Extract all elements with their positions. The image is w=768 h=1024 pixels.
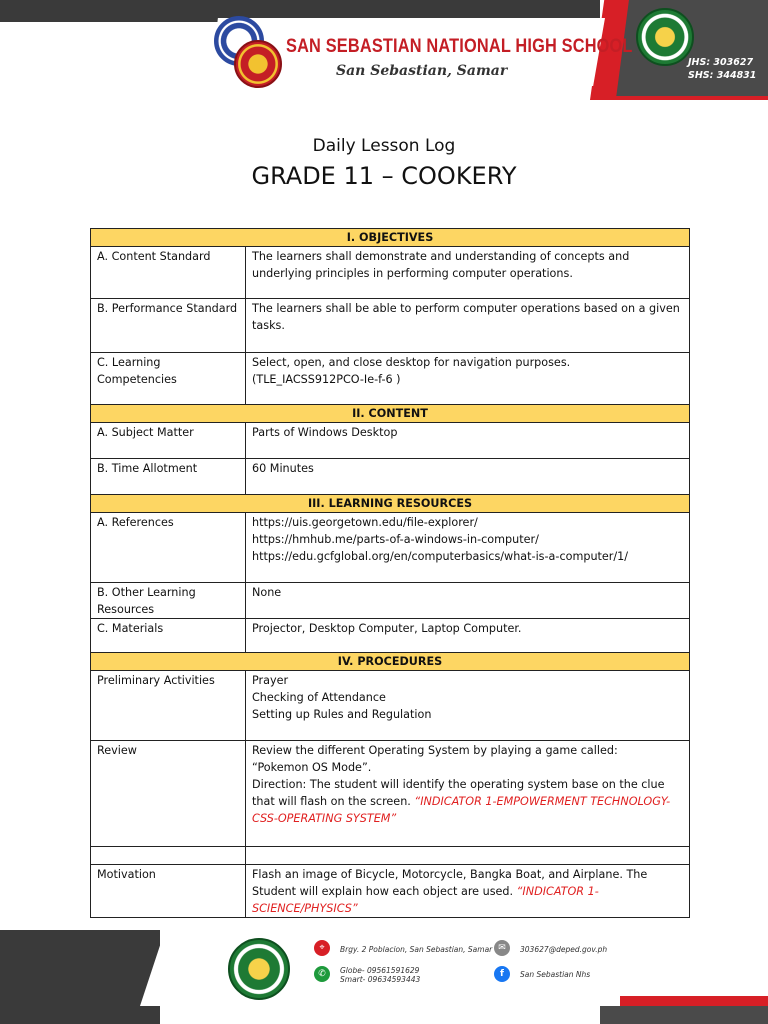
row-label: A. Content Standard (91, 247, 246, 299)
review-game-name: “Pokemon OS Mode”. (252, 761, 372, 774)
facebook-icon: f (494, 966, 510, 982)
row-label: Review (91, 741, 246, 847)
table-row (91, 459, 690, 495)
section-heading: IV. PROCEDURES (91, 653, 690, 671)
table-row-empty (91, 847, 690, 865)
location-pin-icon: ⌖ (314, 940, 330, 956)
shs-seal-logo (636, 8, 694, 66)
school-name: SAN SEBASTIAN NATIONAL HIGH SCHOOL (286, 36, 633, 57)
row-label: C. Materials (91, 619, 246, 653)
row-label: B. Performance Standard (91, 299, 246, 353)
row-value: The learners shall demonstrate and understanding of concepts and underlying principles in performing computer operations. (246, 247, 690, 299)
document-title: GRADE 11 – COOKERY (251, 162, 517, 190)
footer-smart-number: Smart- 09634593443 (340, 975, 421, 984)
row-value (246, 353, 690, 405)
email-icon: ✉ (494, 940, 510, 956)
school-seal-logo (234, 40, 282, 88)
competency-text: Select, open, and close desktop for navigation purposes. (252, 356, 571, 369)
footer-email[interactable]: 303627@deped.gov.ph (520, 945, 608, 954)
table-row (91, 247, 690, 299)
row-value: Projector, Desktop Computer, Laptop Computer. (246, 619, 690, 653)
row-label: B. Time Allotment (91, 459, 246, 495)
footer-school-seal-logo (228, 938, 290, 1000)
footer-facebook[interactable]: San Sebastian Nhs (520, 970, 591, 979)
table-row (91, 619, 690, 653)
section-header-objectives (91, 229, 690, 247)
section-heading: II. CONTENT (91, 405, 690, 423)
reference-link[interactable]: https://edu.gcfglobal.org/en/computerbasics/what-is-a-computer/1/ (252, 550, 629, 563)
section-heading: I. OBJECTIVES (91, 229, 690, 247)
row-label: A. Subject Matter (91, 423, 246, 459)
table-row (91, 865, 690, 918)
footer-grey-band (600, 1006, 768, 1024)
list-item: Checking of Attendance (252, 691, 386, 704)
row-label: A. References (91, 513, 246, 583)
row-value: The learners shall be able to perform computer operations based on a given tasks. (246, 299, 690, 353)
school-ids (688, 56, 756, 82)
footer-red-band (620, 996, 768, 1006)
list-item: Setting up Rules and Regulation (252, 708, 432, 721)
phone-icon: ✆ (314, 966, 330, 982)
review-text: Review the different Operating System by playing a game called: (252, 744, 618, 757)
review-direction-text: Direction: The student will identify the operating system base on the clue that will flash on the screen. (252, 778, 665, 808)
jhs-id: JHS: 303627 (688, 57, 754, 68)
motivation-text: Flash an image of Bicycle, Motorcycle, Bangka Boat, and Airplane. The Student will explain how each object are used. (252, 868, 648, 898)
footer-globe-number: Globe- 09561591629 (340, 966, 420, 975)
row-value: Parts of Windows Desktop (246, 423, 690, 459)
reference-link[interactable]: https://uis.georgetown.edu/file-explorer/ (252, 516, 478, 529)
section-header-procedures (91, 653, 690, 671)
lesson-log-table (90, 228, 690, 918)
row-label: B. Other Learning Resources (91, 583, 246, 619)
row-value-empty (246, 847, 690, 865)
row-value (246, 741, 690, 847)
row-label: Motivation (91, 865, 246, 918)
competency-code: (TLE_IACSS912PCO-Ie-f-6 ) (252, 373, 401, 386)
footer-address: Brgy. 2 Poblacion, San Sebastian, Samar (340, 945, 493, 954)
shs-id: SHS: 344831 (688, 70, 757, 81)
school-location: San Sebastian, Samar (336, 63, 508, 79)
list-item: Prayer (252, 674, 289, 687)
footer-phone-numbers (340, 966, 420, 984)
table-row (91, 513, 690, 583)
reference-link[interactable]: https://hmhub.me/parts-of-a-windows-in-computer/ (252, 533, 539, 546)
row-value (246, 865, 690, 918)
table-row (91, 299, 690, 353)
table-row (91, 353, 690, 405)
table-row (91, 741, 690, 847)
footer-dark-band (0, 930, 160, 1024)
table-row (91, 671, 690, 741)
table-row (91, 583, 690, 619)
row-value (246, 513, 690, 583)
section-header-resources (91, 495, 690, 513)
motivation-indicator: “INDICATOR 1-SCIENCE/PHYSICS” (252, 885, 599, 915)
row-value: None (246, 583, 690, 619)
row-label: Preliminary Activities (91, 671, 246, 741)
section-heading: III. LEARNING RESOURCES (91, 495, 690, 513)
row-label: C. Learning Competencies (91, 353, 246, 405)
row-label-empty (91, 847, 246, 865)
row-value: 60 Minutes (246, 459, 690, 495)
section-header-content (91, 405, 690, 423)
document-subtitle: Daily Lesson Log (312, 136, 456, 156)
review-direction (252, 776, 683, 827)
row-value (246, 671, 690, 741)
table-row (91, 423, 690, 459)
review-indicator: “INDICATOR 1-EMPOWERMENT TECHNOLOGY-CSS-OPERATING SYSTEM” (252, 795, 671, 825)
